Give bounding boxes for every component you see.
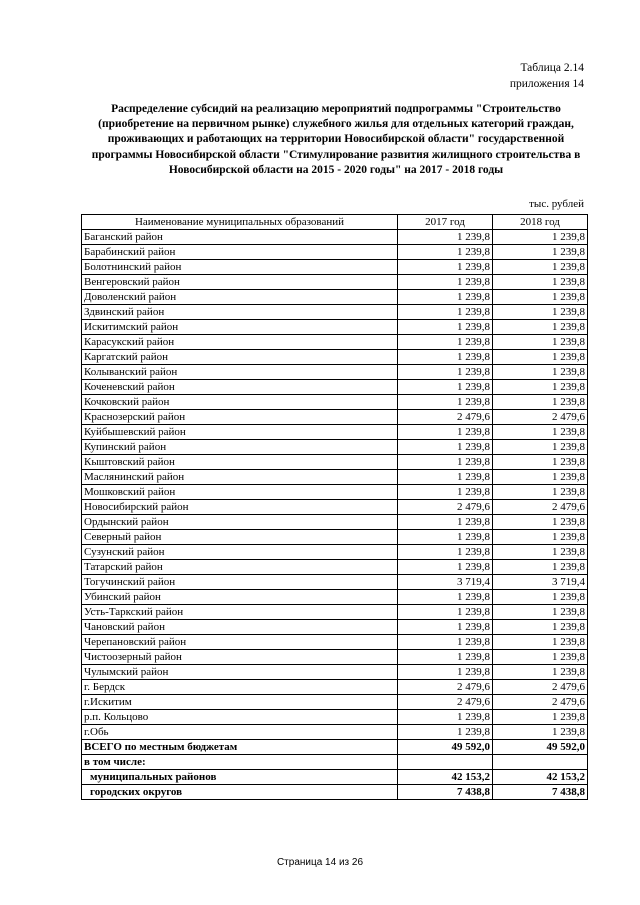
table-row (82, 755, 588, 770)
municipality-name-cell: Каргатский район (82, 350, 398, 365)
document-title (84, 102, 588, 178)
value-2017-cell: 1 239,8 (398, 395, 493, 410)
municipality-name-cell: Болотнинский район (82, 260, 398, 275)
value-2017-cell: 1 239,8 (398, 455, 493, 470)
table-row (82, 350, 588, 365)
value-2017-cell: 1 239,8 (398, 260, 493, 275)
value-2017-cell: 2 479,6 (398, 410, 493, 425)
municipality-name-cell: Усть-Таркский район (82, 605, 398, 620)
value-2017-cell: 1 239,8 (398, 230, 493, 245)
table-row (82, 260, 588, 275)
value-2018-cell: 1 239,8 (493, 530, 588, 545)
value-2018-cell: 1 239,8 (493, 320, 588, 335)
table-row (82, 620, 588, 635)
title-line: Новосибирской области на 2015 - 2020 годы" на 2017 - 2018 годы (168, 163, 504, 176)
value-2017-cell: 1 239,8 (398, 245, 493, 260)
municipality-name-cell: Мошковский район (82, 485, 398, 500)
value-2017-cell: 2 479,6 (398, 680, 493, 695)
value-2017-cell: 1 239,8 (398, 710, 493, 725)
table-row (82, 440, 588, 455)
value-2018-cell: 1 239,8 (493, 425, 588, 440)
table-row (82, 695, 588, 710)
value-2017-cell: 1 239,8 (398, 515, 493, 530)
table-row (82, 530, 588, 545)
table-row (82, 560, 588, 575)
table-header-row (82, 215, 588, 230)
value-2017-cell: 3 719,4 (398, 575, 493, 590)
table-row (82, 710, 588, 725)
table-row (82, 680, 588, 695)
municipality-name-cell: городских округов (82, 785, 398, 800)
value-2017-cell: 1 239,8 (398, 650, 493, 665)
municipality-name-cell: Коченевский район (82, 380, 398, 395)
value-2018-cell: 1 239,8 (493, 290, 588, 305)
table-row (82, 320, 588, 335)
title-line: Распределение субсидий на реализацию мероприятий подпрограммы "Строительство (111, 103, 561, 115)
value-2018-cell: 1 239,8 (493, 605, 588, 620)
table-row (82, 665, 588, 680)
table-row (82, 245, 588, 260)
table-number: Таблица 2.14 (520, 62, 584, 74)
municipality-name-cell: г. Бердск (82, 680, 398, 695)
municipality-name-cell: Чистоозерный район (82, 650, 398, 665)
municipality-name-cell: Тогучинский район (82, 575, 398, 590)
value-2018-cell: 1 239,8 (493, 305, 588, 320)
municipality-name-cell: Чулымский район (82, 665, 398, 680)
value-2017-cell: 1 239,8 (398, 470, 493, 485)
value-2018-cell: 49 592,0 (493, 740, 588, 755)
municipality-name-cell: муниципальных районов (82, 770, 398, 785)
table-row (82, 335, 588, 350)
table-row (82, 380, 588, 395)
value-2018-cell: 2 479,6 (493, 500, 588, 515)
value-2017-cell: 1 239,8 (398, 320, 493, 335)
table-row (82, 590, 588, 605)
value-2018-cell: 2 479,6 (493, 410, 588, 425)
value-2018-cell: 1 239,8 (493, 335, 588, 350)
municipality-name-cell: Чановский район (82, 620, 398, 635)
table-row (82, 605, 588, 620)
value-2018-cell: 1 239,8 (493, 545, 588, 560)
municipality-name-cell: Татарский район (82, 560, 398, 575)
municipality-name-cell: Сузунский район (82, 545, 398, 560)
municipality-name-cell: Северный район (82, 530, 398, 545)
municipality-name-cell: Маслянинский район (82, 470, 398, 485)
value-2017-cell: 1 239,8 (398, 350, 493, 365)
municipality-name-cell: г.Искитим (82, 695, 398, 710)
table-row (82, 305, 588, 320)
value-2018-cell: 1 239,8 (493, 725, 588, 740)
value-2017-cell: 1 239,8 (398, 545, 493, 560)
value-2018-cell: 1 239,8 (493, 635, 588, 650)
value-2018-cell: 1 239,8 (493, 260, 588, 275)
column-header-name: Наименование муниципальных образований (82, 215, 398, 230)
municipality-name-cell: Новосибирский район (82, 500, 398, 515)
table-row (82, 785, 588, 800)
municipality-name-cell: Искитимский район (82, 320, 398, 335)
municipality-name-cell: Венгеровский район (82, 275, 398, 290)
value-2017-cell: 1 239,8 (398, 620, 493, 635)
table-row (82, 455, 588, 470)
municipality-name-cell: Баганский район (82, 230, 398, 245)
value-2017-cell: 1 239,8 (398, 335, 493, 350)
value-2017-cell: 1 239,8 (398, 305, 493, 320)
value-2018-cell: 3 719,4 (493, 575, 588, 590)
value-2018-cell: 42 153,2 (493, 770, 588, 785)
value-2018-cell: 1 239,8 (493, 365, 588, 380)
value-2017-cell: 7 438,8 (398, 785, 493, 800)
table-row (82, 485, 588, 500)
table-row (82, 545, 588, 560)
value-2018-cell: 1 239,8 (493, 470, 588, 485)
municipality-name-cell: Здвинский район (82, 305, 398, 320)
value-2017-cell: 2 479,6 (398, 695, 493, 710)
table-row (82, 410, 588, 425)
value-2017-cell: 42 153,2 (398, 770, 493, 785)
value-2017-cell: 1 239,8 (398, 560, 493, 575)
value-2018-cell: 2 479,6 (493, 695, 588, 710)
municipality-name-cell: Кыштовский район (82, 455, 398, 470)
value-2017-cell: 49 592,0 (398, 740, 493, 755)
table-row (82, 395, 588, 410)
column-header-2017: 2017 год (398, 215, 493, 230)
value-2017-cell: 1 239,8 (398, 275, 493, 290)
value-2018-cell: 1 239,8 (493, 245, 588, 260)
table-row (82, 290, 588, 305)
value-2018-cell (493, 755, 588, 770)
value-2017-cell: 1 239,8 (398, 380, 493, 395)
table-row (82, 275, 588, 290)
municipality-name-cell: Колыванский район (82, 365, 398, 380)
units-label: тыс. рублей (529, 198, 584, 210)
table-row (82, 575, 588, 590)
table-row (82, 365, 588, 380)
municipality-name-cell: Краснозерский район (82, 410, 398, 425)
municipality-name-cell: Ордынский район (82, 515, 398, 530)
value-2018-cell: 1 239,8 (493, 455, 588, 470)
value-2018-cell: 1 239,8 (493, 590, 588, 605)
municipality-name-cell: Куйбышевский район (82, 425, 398, 440)
municipality-name-cell: Купинский район (82, 440, 398, 455)
municipality-name-cell: Доволенский район (82, 290, 398, 305)
municipality-name-cell: Карасукский район (82, 335, 398, 350)
municipality-name-cell: Убинский район (82, 590, 398, 605)
value-2018-cell: 2 479,6 (493, 680, 588, 695)
table-row (82, 425, 588, 440)
value-2017-cell: 1 239,8 (398, 635, 493, 650)
municipality-name-cell: Черепановский район (82, 635, 398, 650)
appendix-reference: приложения 14 (509, 78, 584, 90)
table-row (82, 515, 588, 530)
value-2018-cell: 1 239,8 (493, 395, 588, 410)
value-2017-cell: 1 239,8 (398, 590, 493, 605)
value-2017-cell: 1 239,8 (398, 605, 493, 620)
title-line: проживающих и работающих на территории Новосибирской области" государственной (107, 133, 565, 146)
table-row (82, 740, 588, 755)
value-2018-cell: 1 239,8 (493, 230, 588, 245)
value-2018-cell: 7 438,8 (493, 785, 588, 800)
municipality-name-cell: Кочковский район (82, 395, 398, 410)
municipality-name-cell: в том числе: (82, 755, 398, 770)
value-2017-cell: 1 239,8 (398, 725, 493, 740)
value-2017-cell (398, 755, 493, 770)
value-2017-cell: 1 239,8 (398, 365, 493, 380)
value-2018-cell: 1 239,8 (493, 485, 588, 500)
table-row (82, 230, 588, 245)
value-2018-cell: 1 239,8 (493, 560, 588, 575)
value-2018-cell: 1 239,8 (493, 380, 588, 395)
column-header-2018: 2018 год (493, 215, 588, 230)
value-2017-cell: 1 239,8 (398, 425, 493, 440)
table-row (82, 770, 588, 785)
value-2018-cell: 1 239,8 (493, 275, 588, 290)
value-2017-cell: 1 239,8 (398, 440, 493, 455)
table-row (82, 650, 588, 665)
municipality-name-cell: р.п. Кольцово (82, 710, 398, 725)
value-2018-cell: 1 239,8 (493, 620, 588, 635)
municipality-name-cell: г.Обь (82, 725, 398, 740)
subsidy-table (81, 214, 588, 800)
table-row (82, 635, 588, 650)
table-row (82, 470, 588, 485)
value-2017-cell: 1 239,8 (398, 485, 493, 500)
municipality-name-cell: Барабинский район (82, 245, 398, 260)
value-2017-cell: 2 479,6 (398, 500, 493, 515)
value-2018-cell: 1 239,8 (493, 665, 588, 680)
page-footer: Страница 14 из 26 (276, 857, 364, 868)
value-2017-cell: 1 239,8 (398, 530, 493, 545)
value-2018-cell: 1 239,8 (493, 440, 588, 455)
value-2017-cell: 1 239,8 (398, 290, 493, 305)
title-line: (приобретение на первичном рынке) служебного жилья для отдельных категорий граждан, (98, 118, 574, 131)
table-row (82, 500, 588, 515)
value-2017-cell: 1 239,8 (398, 665, 493, 680)
value-2018-cell: 1 239,8 (493, 515, 588, 530)
value-2018-cell: 1 239,8 (493, 350, 588, 365)
title-line: программы Новосибирской области "Стимулирование развития жилищного строительства в (91, 148, 581, 161)
municipality-name-cell: ВСЕГО по местным бюджетам (82, 740, 398, 755)
table-row (82, 725, 588, 740)
value-2018-cell: 1 239,8 (493, 710, 588, 725)
value-2018-cell: 1 239,8 (493, 650, 588, 665)
